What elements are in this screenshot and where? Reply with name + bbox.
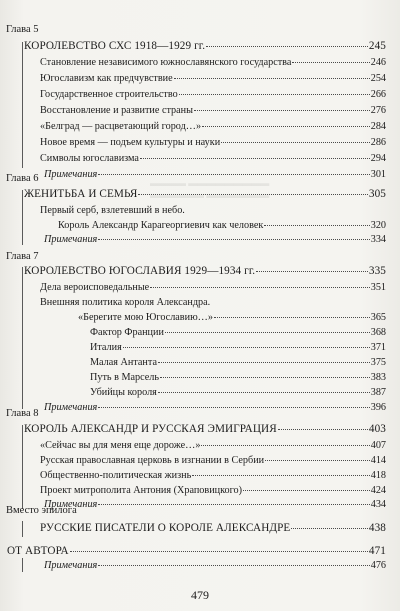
entry-title: Русская православная церковь в изгнании в Сербии — [40, 455, 265, 466]
toc-entry[interactable] — [40, 469, 386, 482]
toc-entry[interactable] — [40, 120, 386, 133]
leader-dots — [160, 377, 370, 378]
leader-dots — [123, 347, 370, 348]
entry-title: Общественно-политическая жизнь — [40, 470, 192, 481]
leader-dots — [98, 239, 369, 240]
leader-dots — [98, 565, 369, 566]
entry-title: РУССКИЕ ПИСАТЕЛИ О КОРОЛЕ АЛЕКСАНДРЕ — [40, 522, 291, 534]
entry-page: 266 — [370, 89, 386, 100]
toc-entry[interactable] — [40, 56, 386, 69]
entry-title: Символы югославизма — [40, 153, 139, 164]
toc-entry[interactable] — [90, 341, 386, 354]
toc-notes-entry[interactable] — [44, 559, 386, 572]
toc-entry[interactable] — [40, 281, 386, 294]
entry-page: 438 — [368, 522, 386, 534]
entry-title: Дела вероисповедальные — [40, 282, 150, 293]
chapter-6-label: Глава 6 — [6, 173, 39, 184]
toc-entry[interactable] — [40, 104, 386, 117]
entry-page: 334 — [370, 234, 386, 245]
entry-title: «Сейчас вы для меня еще дороже…» — [40, 440, 201, 451]
chapter-8-bracket — [22, 425, 23, 509]
leader-dots — [264, 225, 369, 226]
leader-dots — [214, 317, 370, 318]
leader-dots — [278, 429, 368, 430]
leader-dots — [158, 392, 370, 393]
entry-page: 424 — [370, 485, 386, 496]
entry-page: 286 — [370, 137, 386, 148]
entry-title: Примечания — [44, 499, 98, 510]
entry-page: 351 — [370, 282, 386, 293]
toc-notes-entry[interactable] — [44, 233, 386, 246]
entry-title: «Берегите мою Югославию…» — [78, 312, 213, 323]
entry-page: 434 — [370, 499, 386, 510]
toc-entry[interactable] — [40, 204, 386, 217]
toc-entry[interactable] — [40, 296, 386, 309]
toc-entry[interactable] — [24, 423, 386, 436]
toc-entry[interactable] — [40, 88, 386, 101]
chapter-5-label: Глава 5 — [6, 24, 39, 35]
leader-dots — [98, 504, 369, 505]
entry-title: Государственное строительство — [40, 89, 178, 100]
epilogue-label: Вместо эпилога — [6, 505, 77, 516]
toc-entry[interactable] — [7, 545, 386, 558]
leader-dots — [174, 78, 370, 79]
entry-page: 245 — [368, 40, 386, 52]
entry-page: 396 — [370, 402, 386, 413]
leader-dots — [265, 460, 370, 461]
entry-page: 383 — [370, 372, 386, 383]
toc-entry[interactable] — [40, 484, 386, 497]
entry-title: Король Александр Карагеоргиевич как человек — [58, 220, 264, 231]
entry-title: Путь в Марсель — [90, 372, 160, 383]
entry-title: Внешняя политика короля Александра. — [40, 297, 211, 308]
entry-title: Первый серб, взлетевший в небо. — [40, 205, 185, 216]
entry-title: Италия — [90, 342, 122, 353]
leader-dots — [98, 174, 369, 175]
entry-page: 301 — [370, 169, 386, 180]
toc-notes-entry[interactable] — [44, 168, 386, 181]
entry-page: 276 — [370, 105, 386, 116]
entry-page: 403 — [368, 423, 386, 435]
entry-title: Становление независимого южнославянского государства — [40, 57, 292, 68]
toc-entry[interactable] — [40, 454, 386, 467]
chapter-6-bracket — [22, 190, 23, 245]
toc-entry[interactable] — [90, 386, 386, 399]
toc-notes-entry[interactable] — [44, 401, 386, 414]
page-number: 479 — [191, 588, 209, 602]
leader-dots — [256, 271, 368, 272]
leader-dots — [243, 490, 370, 491]
entry-title: КОРОЛЕВСТВО СХС 1918—1929 гг. — [24, 40, 206, 52]
entry-title: Югославизм как предчувствие — [40, 73, 173, 84]
show-through-text: ▬▬▬▬▬▬ ▬▬▬▬▬▬▬ — [150, 190, 270, 200]
entry-page: 407 — [370, 440, 386, 451]
toc-entry[interactable] — [40, 439, 386, 452]
entry-title: Примечания — [44, 560, 98, 571]
epilogue-bracket — [22, 521, 23, 537]
entry-page: 371 — [370, 342, 386, 353]
entry-title: Примечания — [44, 402, 98, 413]
entry-page: 387 — [370, 387, 386, 398]
toc-entry[interactable] — [40, 152, 386, 165]
entry-page: 414 — [370, 455, 386, 466]
leader-dots — [70, 551, 368, 552]
entry-page: 294 — [370, 153, 386, 164]
entry-title: Фактор Франции — [90, 327, 164, 338]
leader-dots — [202, 126, 370, 127]
leader-dots — [201, 445, 369, 446]
show-through-text: ▬▬▬▬ ▬▬▬▬▬▬▬▬▬ — [150, 178, 270, 188]
toc-entry[interactable] — [90, 326, 386, 339]
leader-dots — [179, 94, 370, 95]
leader-dots — [98, 407, 369, 408]
leader-dots — [194, 110, 370, 111]
leader-dots — [292, 62, 369, 63]
entry-page: 418 — [370, 470, 386, 481]
toc-entry[interactable] — [90, 356, 386, 369]
entry-title: ОТ АВТОРА — [7, 545, 69, 557]
chapter-7-bracket — [22, 267, 23, 409]
toc-entry[interactable] — [24, 40, 386, 53]
toc-entry[interactable] — [24, 265, 386, 278]
author-bracket — [22, 558, 23, 572]
entry-page: 476 — [370, 560, 386, 571]
toc-entry[interactable] — [40, 522, 386, 535]
entry-title: Малая Антанта — [90, 357, 157, 368]
toc-entry[interactable] — [58, 219, 386, 232]
leader-dots — [221, 142, 370, 143]
entry-title: Убийцы короля — [90, 387, 157, 398]
entry-title: Проект митрополита Антония (Храповицкого) — [40, 485, 243, 496]
entry-page: 368 — [370, 327, 386, 338]
entry-title: Восстановление и развитие страны — [40, 105, 193, 116]
toc-notes-entry[interactable] — [44, 498, 386, 511]
leader-dots — [206, 46, 368, 47]
entry-page: 365 — [370, 312, 386, 323]
entry-title: Примечания — [44, 234, 98, 245]
chapter-8-label: Глава 8 — [6, 408, 39, 419]
toc-entry[interactable] — [40, 136, 386, 149]
leader-dots — [158, 362, 370, 363]
entry-page: 284 — [370, 121, 386, 132]
entry-page: 246 — [370, 57, 386, 68]
entry-title: «Белград — расцветающий город…» — [40, 121, 202, 132]
leader-dots — [192, 475, 369, 476]
chapter-7-label: Глава 7 — [6, 251, 39, 262]
entry-title: Примечания — [44, 169, 98, 180]
leader-dots — [140, 158, 370, 159]
toc-entry[interactable] — [24, 188, 386, 201]
entry-page: 305 — [368, 188, 386, 200]
leader-dots — [150, 287, 370, 288]
toc-entry[interactable] — [40, 72, 386, 85]
entry-title: ЖЕНИТЬБА И СЕМЬЯ — [24, 188, 138, 200]
entry-title: КОРОЛЬ АЛЕКСАНДР И РУССКАЯ ЭМИГРАЦИЯ — [24, 423, 277, 435]
entry-page: 471 — [368, 545, 386, 557]
leader-dots — [138, 194, 367, 195]
leader-dots — [165, 332, 370, 333]
entry-page: 335 — [368, 265, 386, 277]
toc-entry[interactable] — [78, 311, 386, 324]
chapter-5-bracket — [22, 42, 23, 168]
entry-title: КОРОЛЕВСТВО ЮГОСЛАВИЯ 1929—1934 гг. — [24, 265, 256, 277]
leader-dots — [291, 528, 368, 529]
toc-entry[interactable] — [90, 371, 386, 384]
entry-title: Новое время — подъем культуры и науки — [40, 137, 221, 148]
entry-page: 254 — [370, 73, 386, 84]
entry-page: 320 — [370, 220, 386, 231]
entry-page: 375 — [370, 357, 386, 368]
